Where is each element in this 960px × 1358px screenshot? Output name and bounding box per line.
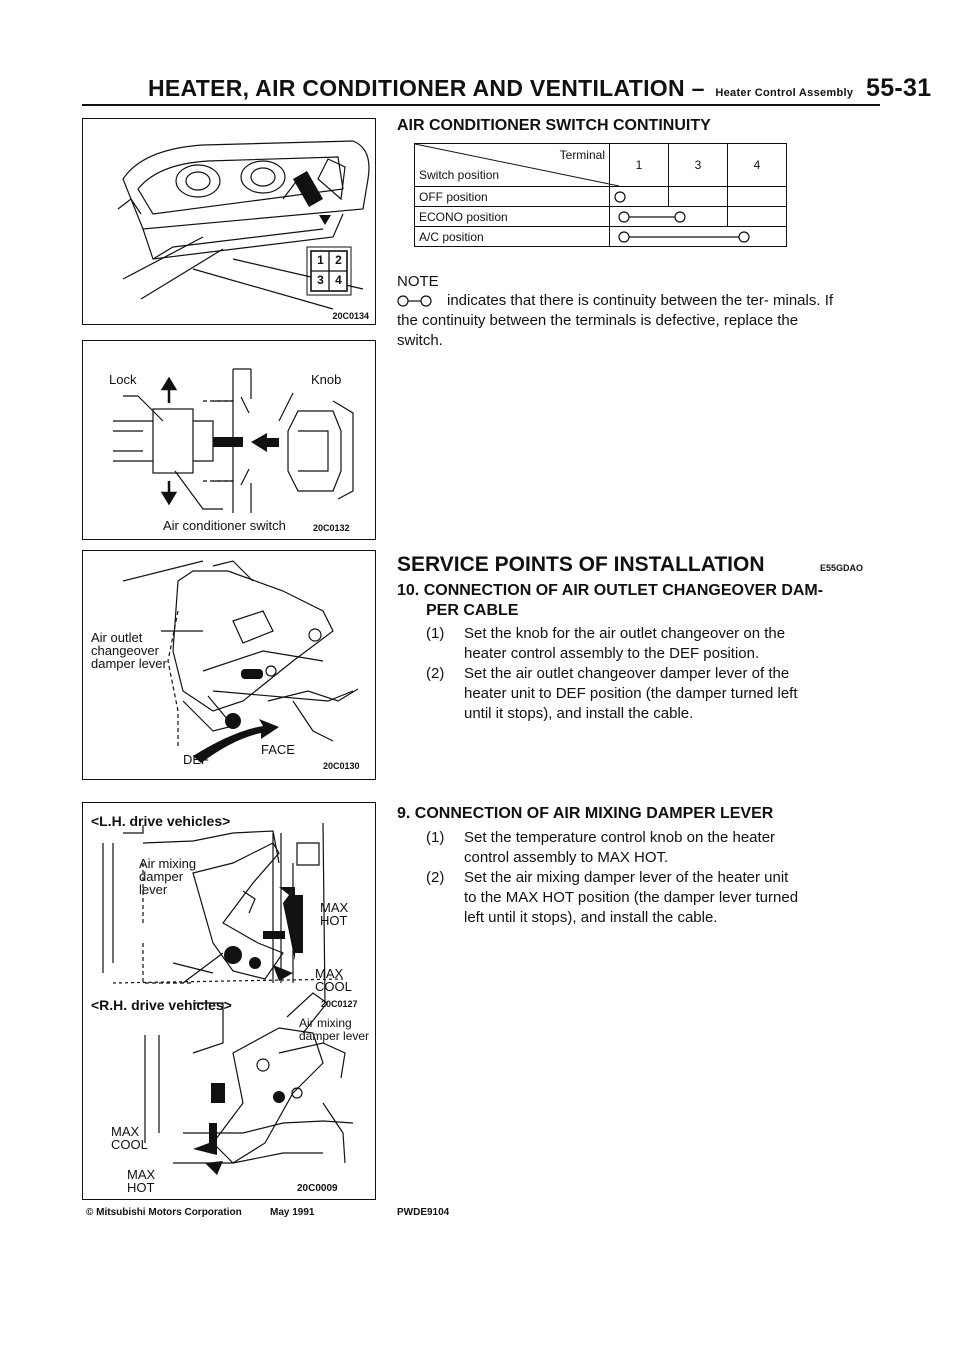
def-label: DEF <box>183 752 209 767</box>
item9-step2-num: (2) <box>426 869 445 886</box>
header-dash: – <box>691 75 705 101</box>
item9-title: 9. CONNECTION OF AIR MIXING DAMPER LEVER <box>397 805 774 822</box>
figure-code: 20C0132 <box>313 523 350 533</box>
face-label: FACE <box>261 742 295 757</box>
note-text: indicates that there is continuity between the ter- minals. If the continuity between the terminals is defective, replace the switch. <box>397 292 834 349</box>
rh-drive-label: <R.H. drive vehicles> <box>91 997 232 1013</box>
figure-ac-switch <box>82 340 376 540</box>
service-code: E55GDAO <box>820 563 864 573</box>
terminal-4-header: 4 <box>728 144 787 187</box>
item10-step2-line2: heater unit to DEF position (the damper turned left <box>464 685 798 702</box>
figure-outlet-lever <box>82 550 376 780</box>
ac-switch-drawing <box>83 341 376 540</box>
page-number: 55-31 <box>865 74 932 102</box>
lh-drive-label: <L.H. drive vehicles> <box>91 813 231 829</box>
row-position: OFF position <box>415 187 610 207</box>
note-title: NOTE <box>397 273 439 290</box>
lh-lever-label-3: lever <box>139 882 168 897</box>
lh-lever-label-1: Air mixing <box>139 856 197 871</box>
rh-max-cool-2: COOL <box>111 1137 148 1152</box>
header-terminal: Terminal <box>559 148 605 162</box>
lh-max-cool-2: COOL <box>315 979 352 994</box>
header-subtitle: Heater Control Assembly <box>715 87 854 99</box>
item10-step2-line3: until it stops), and install the cable. <box>464 705 694 722</box>
switch-caption: Air conditioner switch <box>163 518 286 533</box>
page-header <box>148 74 931 103</box>
item10-step1-num: (1) <box>426 625 445 642</box>
outlet-lever-label-1: Air outlet <box>91 630 143 645</box>
table-row <box>415 207 787 227</box>
continuity-circle-icon <box>610 187 670 206</box>
rh-max-hot-1: MAX <box>127 1167 156 1182</box>
figure-code-rh: 20C0009 <box>297 1183 338 1194</box>
continuity-link-icon <box>610 227 786 246</box>
figure-connector <box>82 118 376 325</box>
connector-drawing <box>83 119 376 325</box>
figure-code: 20C0134 <box>332 311 369 321</box>
lh-max-cool-1: MAX <box>315 966 344 981</box>
terminal-3-header: 3 <box>669 144 728 187</box>
footer-code: PWDE9104 <box>397 1207 450 1218</box>
pin-4-label: 4 <box>335 273 342 287</box>
knob-label: Knob <box>311 372 342 387</box>
item9-step1-num: (1) <box>426 829 445 846</box>
item9-step2-line1: Set the air mixing damper lever of the heater unit <box>464 869 789 886</box>
item9-step2-line2: to the MAX HOT position (the damper lever turned <box>464 889 799 906</box>
header-rule <box>82 104 880 106</box>
item9-step1-line1: Set the temperature control knob on the heater <box>464 829 776 846</box>
lh-max-hot-2: HOT <box>320 913 348 928</box>
service-title: SERVICE POINTS OF INSTALLATION <box>397 553 765 576</box>
header-switch-position: Switch position <box>419 168 500 182</box>
rh-lever-label-1: Air mixing <box>299 1016 352 1030</box>
item10-title-a: 10. CONNECTION OF AIR OUTLET CHANGEOVER DAM- <box>397 582 824 599</box>
figure-code: 20C0130 <box>323 761 360 771</box>
pin-1-label: 1 <box>317 253 324 267</box>
continuity-table <box>414 143 787 247</box>
header-title: HEATER, AIR CONDITIONER AND VENTILATION <box>148 75 685 101</box>
continuity-title: AIR CONDITIONER SWITCH CONTINUITY <box>397 117 711 134</box>
rh-lever-label-2: damper lever <box>299 1029 370 1043</box>
pin-3-label: 3 <box>317 273 324 287</box>
outlet-lever-label-2: changeover <box>91 643 159 658</box>
rh-max-hot-2: HOT <box>127 1180 155 1195</box>
table-row <box>415 227 787 247</box>
row-position: ECONO position <box>415 207 610 227</box>
item10-title-b: PER CABLE <box>426 602 519 619</box>
item10-step2-num: (2) <box>426 665 445 682</box>
lh-max-hot-1: MAX <box>320 900 349 915</box>
table-corner-header <box>415 144 610 187</box>
outlet-lever-label-3: damper lever <box>91 656 167 671</box>
table-row <box>415 187 787 207</box>
lock-label: Lock <box>109 372 137 387</box>
rh-max-cool-1: MAX <box>111 1124 140 1139</box>
figure-code-lh: 20C0127 <box>321 999 358 1009</box>
row-position: A/C position <box>415 227 610 247</box>
item10-step1-line1: Set the knob for the air outlet changeover on the <box>464 625 786 642</box>
item9-step1-line2: control assembly to MAX HOT. <box>464 849 669 866</box>
pin-2-label: 2 <box>335 253 342 267</box>
item10-step1-line2: heater control assembly to the DEF position. <box>464 645 760 662</box>
figure-mixing-lever <box>82 802 376 1200</box>
continuity-link-icon <box>610 207 728 226</box>
item10-step2-line1: Set the air outlet changeover damper lever of the <box>464 665 790 682</box>
item9-step2-line3: left until it stops), and install the cable. <box>464 909 718 926</box>
footer-date: May 1991 <box>270 1207 315 1218</box>
footer-copyright: © Mitsubishi Motors Corporation <box>86 1207 242 1218</box>
lh-lever-label-2: damper <box>139 869 184 884</box>
terminal-1-header: 1 <box>610 144 669 187</box>
